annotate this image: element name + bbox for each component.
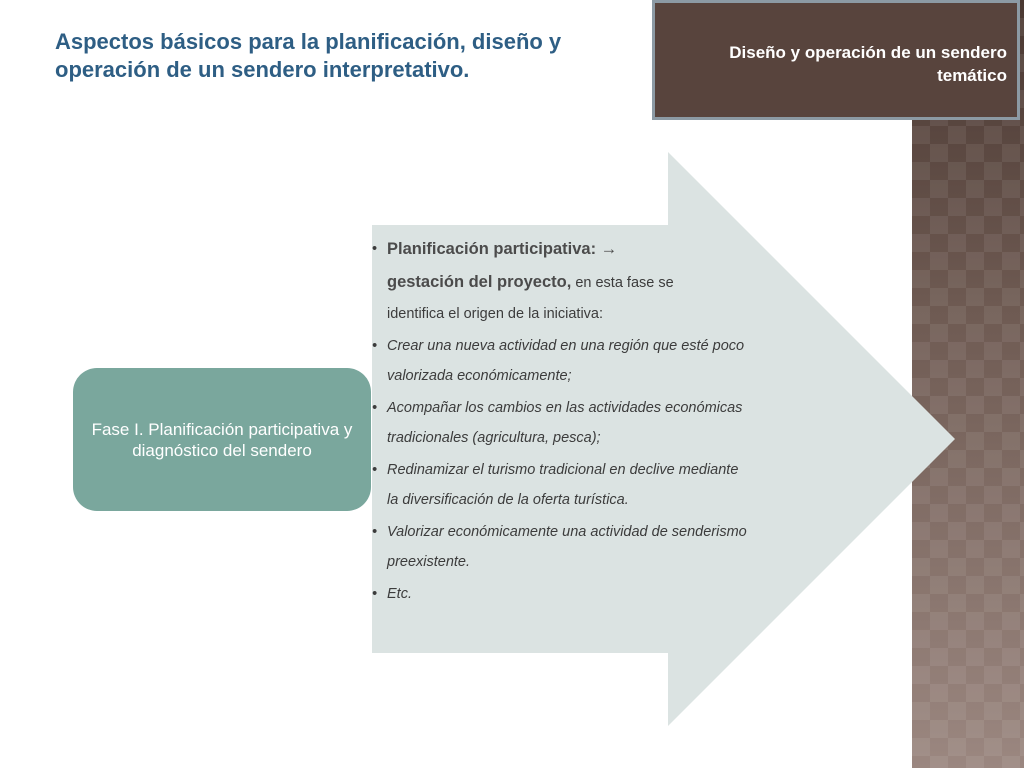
intro-plain-1: en esta fase se <box>571 275 674 291</box>
list-item-text: Acompañar los cambios en las actividades económicas tradicionales (agricultura, pesca); <box>387 400 743 446</box>
phase-box <box>73 368 371 511</box>
list-item-intro <box>372 233 747 329</box>
header-text: Diseño y operación de un sendero temático <box>729 43 1007 85</box>
bullet-dot: • <box>372 462 378 478</box>
list-item <box>372 579 747 609</box>
bullet-dot: • <box>372 586 378 602</box>
list-item-text: Crear una nueva actividad en una región que esté poco valorizada económicamente; <box>387 338 745 384</box>
bullet-dot: • <box>372 400 378 416</box>
bullet-dot: • <box>372 338 378 354</box>
bullet-list <box>372 233 747 609</box>
list-item <box>372 455 747 515</box>
arrow-content <box>372 233 747 609</box>
intro-plain-2: identifica el origen de la iniciativa: <box>387 306 604 322</box>
intro-strong-1: Planificación participativa: <box>387 240 601 258</box>
phase-label: Fase I. Planificación participativa y diagnóstico del sendero <box>91 419 353 460</box>
slide-title: Aspectos básicos para la planificación, diseño y operación de un sendero interpretativo. <box>55 29 562 82</box>
bullet-dot: • <box>372 524 378 540</box>
bullet-dot: • <box>372 241 378 257</box>
list-item <box>372 393 747 453</box>
list-item-text: Etc. <box>387 586 412 602</box>
list-item-text: Redinamizar el turismo tradicional en declive mediante la diversificación de la oferta turística. <box>387 462 739 508</box>
intro-strong-2: gestación del proyecto, <box>387 273 572 291</box>
list-item <box>372 517 747 577</box>
list-item <box>372 331 747 391</box>
list-item-text: Valorizar económicamente una actividad de senderismo preexistente. <box>387 524 747 570</box>
arrow-right-icon: → <box>600 240 618 258</box>
